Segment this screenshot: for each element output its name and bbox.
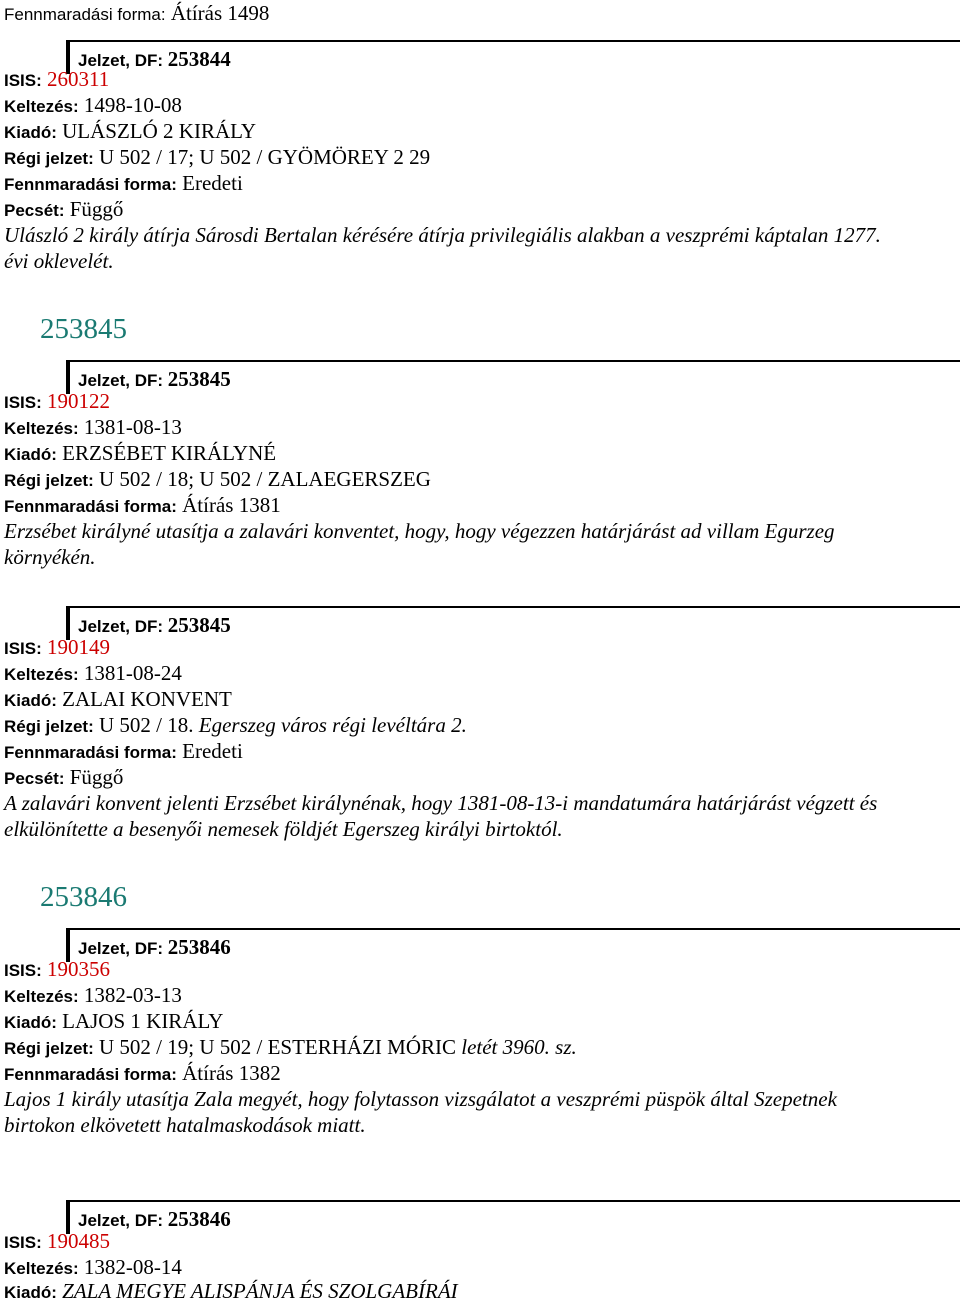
kiado-line: Kiadó: ZALAI KONVENT <box>4 687 232 711</box>
isis-line: ISIS: 190122 <box>4 389 111 413</box>
record-header-253845 <box>66 360 960 394</box>
forma-line: Fennmaradási forma: Átírás 1381 <box>4 493 281 517</box>
forma-line: Fennmaradási forma: Eredeti <box>4 739 243 763</box>
summary-line: Erzsébet királyné utasítja a zalavári konventet, hogy, hogy végezzen határjárást ad villam Egurzeg <box>4 519 835 543</box>
forma-line: Fennmaradási forma: Eredeti <box>4 171 243 195</box>
summary-line: évi oklevelét. <box>4 249 114 273</box>
jelzet-text: Jelzet, DF: 253844 <box>78 47 231 71</box>
forma-line: Fennmaradási forma: Átírás 1382 <box>4 1061 281 1085</box>
keltezes-line: Keltezés: 1498-10-08 <box>4 93 182 117</box>
jelzet-text: Jelzet, DF: 253845 <box>78 613 231 637</box>
regi-jelzet-line: Régi jelzet: U 502 / 17; U 502 / GYÖMÖREY 2 29 <box>4 145 431 169</box>
header-rule <box>70 40 960 42</box>
section-heading: 253846 <box>40 881 127 913</box>
jelzet-text: Jelzet, DF: 253846 <box>78 1207 231 1231</box>
keltezes-line: Keltezés: 1382-08-14 <box>4 1255 182 1279</box>
keltezes-line: Keltezés: 1381-08-13 <box>4 415 182 439</box>
summary-line: birtokon elkövetett hatalmaskodások miatt. <box>4 1113 366 1137</box>
regi-jelzet-line: Régi jelzet: U 502 / 18. Egerszeg város régi levéltára 2. <box>4 713 467 737</box>
regi-jelzet-line: Régi jelzet: U 502 / 19; U 502 / ESTERHÁZI MÓRIC letét 3960. sz. <box>4 1035 577 1059</box>
summary-line: elkülönítette a besenyői nemesek földjét Egerszeg királyi birtoktól. <box>4 817 563 841</box>
header-rule <box>70 1200 960 1202</box>
summary-line: Lajos 1 király utasítja Zala megyét, hogy folytasson vizsgálatot a veszprémi püspök által Szepetnek <box>4 1087 837 1111</box>
section-heading: 253845 <box>40 313 127 345</box>
isis-line: ISIS: 260311 <box>4 67 110 91</box>
record-header-253846-b <box>66 1200 960 1234</box>
kiado-line: Kiadó: ERZSÉBET KIRÁLYNÉ <box>4 441 277 465</box>
kiado-line: Kiadó: LAJOS 1 KIRÁLY <box>4 1009 224 1033</box>
isis-line: ISIS: 190149 <box>4 635 111 659</box>
record-header-253846 <box>66 928 960 962</box>
top-forma-line <box>4 0 269 28</box>
header-rule <box>70 360 960 362</box>
header-rule <box>70 606 960 608</box>
kiado-line: Kiadó: ZALA MEGYE ALISPÁNJA ÉS SZOLGABÍRÁI <box>4 1279 458 1303</box>
keltezes-line: Keltezés: 1382-03-13 <box>4 983 182 1007</box>
keltezes-line: Keltezés: 1381-08-24 <box>4 661 182 685</box>
pecset-line: Pecsét: Függő <box>4 197 124 221</box>
summary-line: Ulászló 2 király átírja Sárosdi Bertalan kérésére átírja privilegiális alakban a veszprémi káptalan 1277. <box>4 223 881 247</box>
field-label: Fennmaradási forma: <box>4 5 166 24</box>
kiado-line: Kiadó: ULÁSZLÓ 2 KIRÁLY <box>4 119 257 143</box>
isis-line: ISIS: 190485 <box>4 1229 111 1253</box>
record-header-253844 <box>66 40 960 74</box>
regi-jelzet-line: Régi jelzet: U 502 / 18; U 502 / ZALAEGERSZEG <box>4 467 431 491</box>
summary-line: A zalavári konvent jelenti Erzsébet királynénak, hogy 1381-08-13-i mandatumára határjárást végzett és <box>4 791 878 815</box>
jelzet-text: Jelzet, DF: 253845 <box>78 367 231 391</box>
isis-line: ISIS: 190356 <box>4 957 111 981</box>
record-header-253845-b <box>66 606 960 640</box>
header-rule <box>70 928 960 930</box>
summary-line: környékén. <box>4 545 96 569</box>
pecset-line: Pecsét: Függő <box>4 765 124 789</box>
field-value: Átírás 1498 <box>170 1 270 25</box>
jelzet-text: Jelzet, DF: 253846 <box>78 935 231 959</box>
